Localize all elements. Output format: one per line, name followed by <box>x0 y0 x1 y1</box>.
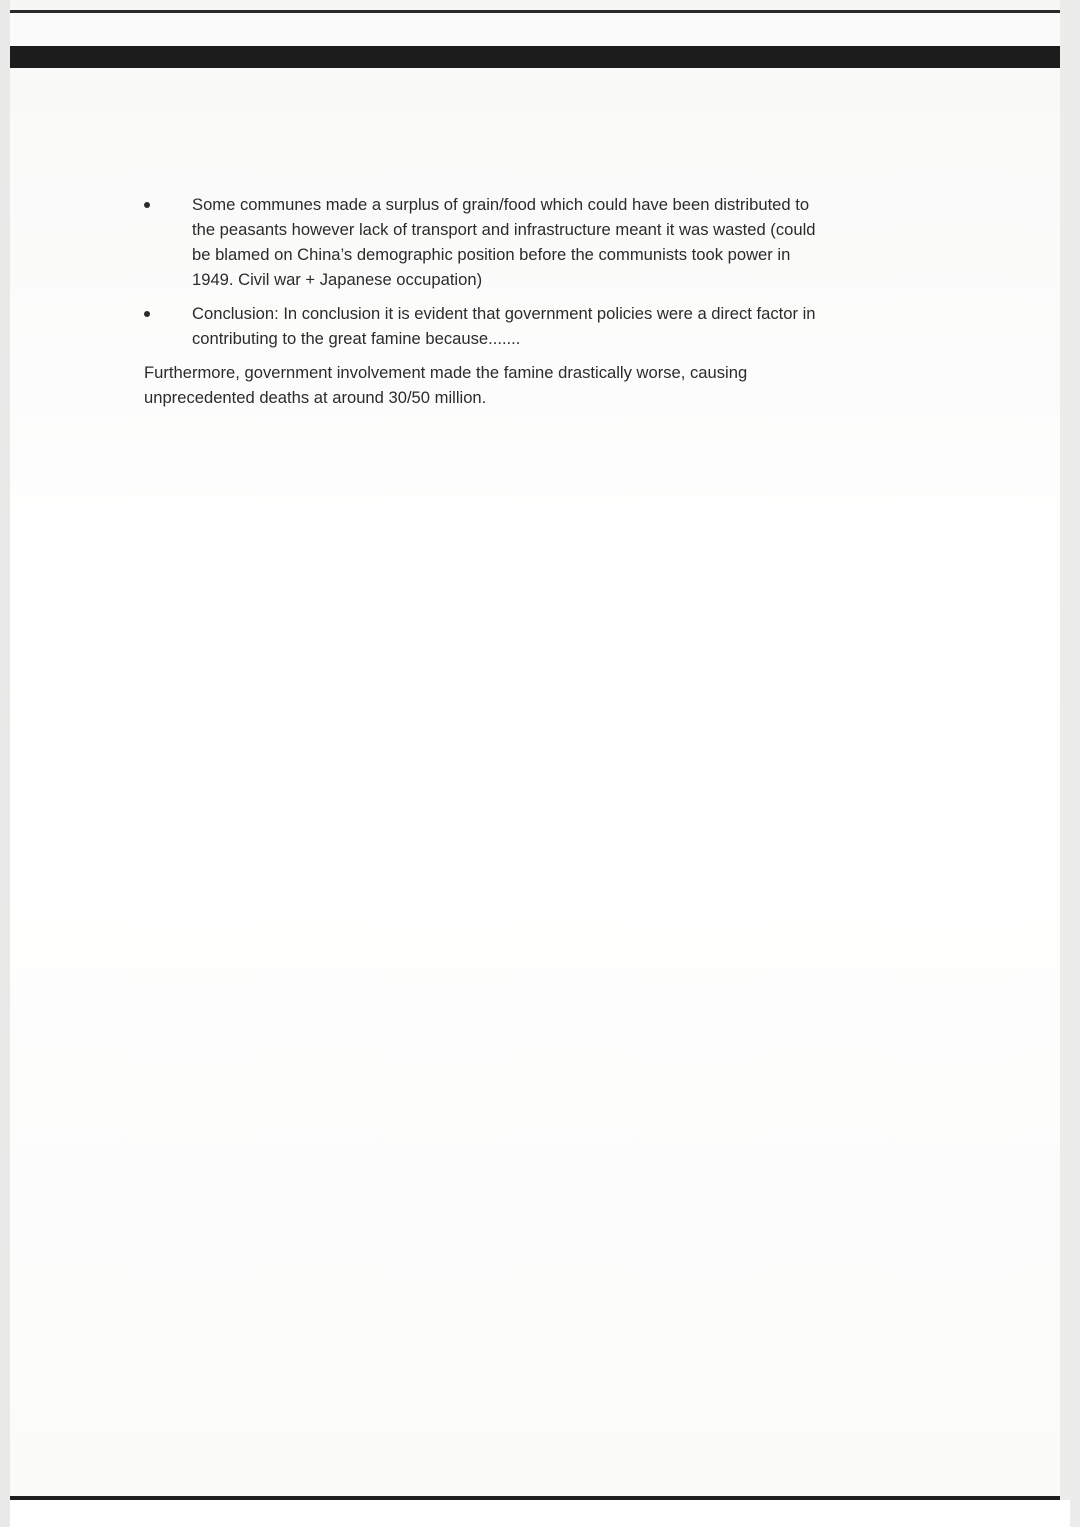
paragraph-line: unprecedented deaths at around 30/50 million. <box>144 388 487 407</box>
document-body <box>140 192 940 410</box>
bullet-line: be blamed on China’s demographic position before the communists took power in <box>192 245 791 264</box>
photo-frame-bottom <box>10 1500 1070 1527</box>
photo-frame-right <box>1060 0 1080 1527</box>
paragraph-line: Furthermore, government involvement made the famine drastically worse, causing <box>144 363 748 382</box>
bullet-item-surplus <box>140 192 940 292</box>
bullet-list <box>140 192 940 351</box>
bullet-line: 1949. Civil war + Japanese occupation) <box>192 270 483 289</box>
bullet-item-conclusion <box>140 301 940 351</box>
page-top-border <box>10 46 1060 68</box>
photo-frame-left <box>0 0 10 1527</box>
bullet-dot-icon <box>144 202 150 208</box>
photo-frame-top <box>10 10 1060 49</box>
bullet-line: contributing to the great famine because....... <box>192 329 521 348</box>
bullet-line: Some communes made a surplus of grain/food which could have been distributed to <box>192 195 810 214</box>
bullet-line: Conclusion: In conclusion it is evident that government policies were a direct factor in <box>192 304 816 323</box>
closing-paragraph <box>144 360 940 410</box>
bullet-line: the peasants however lack of transport and infrastructure meant it was wasted (could <box>192 220 816 239</box>
bullet-dot-icon <box>144 311 150 317</box>
